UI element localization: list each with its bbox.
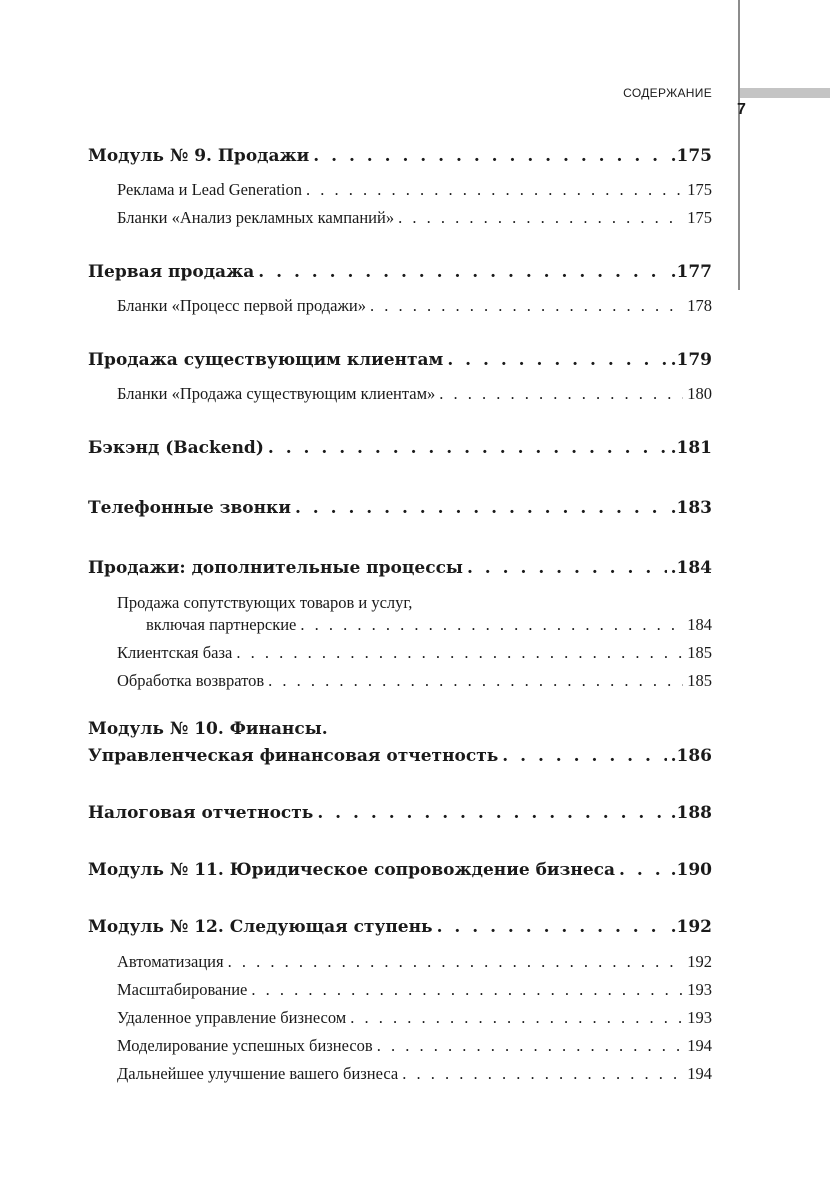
toc-entry-page: .177 [670, 262, 712, 282]
toc-entry-existing-clients[interactable] [88, 350, 712, 370]
dot-leader [268, 438, 667, 458]
dot-leader [619, 860, 667, 880]
dot-leader [370, 296, 683, 316]
toc-entry-title: Модуль № 11. Юридическое сопровождение бизнеса [88, 860, 616, 880]
toc-entry-page: .181 [670, 438, 712, 458]
toc-entry-title: Модуль № 12. Следующая ступень [88, 917, 433, 937]
toc-subentry-returns[interactable] [117, 671, 712, 691]
toc-subentry-title: Бланки «Анализ рекламных кампаний» [117, 208, 395, 227]
toc-entry-page: .179 [670, 350, 712, 370]
margin-rule [738, 0, 740, 290]
page-number: 7 [737, 101, 746, 118]
dot-leader [502, 746, 666, 766]
toc-subentry-modeling[interactable] [117, 1036, 712, 1056]
dot-leader [228, 952, 684, 972]
dot-leader [295, 498, 667, 518]
toc-subentry-page: 178 [687, 296, 712, 315]
toc-subentry-page: 194 [687, 1064, 712, 1083]
toc-subentry-title: Клиентская база [117, 643, 233, 662]
toc-subentry-title: Автоматизация [117, 952, 224, 971]
toc-subentry-page: 185 [687, 643, 712, 662]
dot-leader [350, 1008, 683, 1028]
toc-subentry-title: Удаленное управление бизнесом [117, 1008, 347, 1027]
dot-leader [236, 643, 683, 663]
toc-subentry-automation[interactable] [117, 952, 712, 972]
toc-entry-title: Телефонные звонки [88, 498, 291, 518]
toc-entry-module-10-line1[interactable]: Модуль № 10. Финансы. [88, 719, 328, 739]
dot-leader [300, 615, 683, 635]
toc-subentry-page: 192 [687, 952, 712, 971]
toc-subentry-page: 175 [687, 180, 712, 199]
toc-entry-tax-reporting[interactable] [88, 803, 712, 823]
toc-subentry-scaling[interactable] [117, 980, 712, 1000]
dot-leader [447, 350, 666, 370]
section-tab-bar [740, 88, 830, 98]
toc-entry-page: .183 [670, 498, 712, 518]
dot-leader [402, 1064, 683, 1084]
toc-subentry-page: 193 [687, 1008, 712, 1027]
toc-subentry-page: 194 [687, 1036, 712, 1055]
dot-leader [306, 180, 683, 200]
toc-subentry-title: Моделирование успешных бизнесов [117, 1036, 373, 1055]
toc-subentry-title: Бланки «Продажа существующим клиентам» [117, 384, 436, 403]
toc-subentry-title: включая партнерские [146, 615, 297, 634]
toc-entry-title: Модуль № 9. Продажи [88, 146, 310, 166]
toc-entry-page: .175 [670, 146, 712, 166]
toc-subentry-page: 175 [687, 208, 712, 227]
toc-subentry-related-goods-line1[interactable]: Продажа сопутствующих товаров и услуг, [117, 593, 413, 612]
toc-entry-title: Продажа существующим клиентам [88, 350, 444, 370]
toc-subentry-client-base[interactable] [117, 643, 712, 663]
dot-leader [313, 146, 666, 166]
toc-entry-sales-additional[interactable] [88, 558, 712, 578]
toc-entry-page: .184 [670, 558, 712, 578]
toc-entry-title: Продажи: дополнительные процессы [88, 558, 463, 578]
running-title: СОДЕРЖАНИЕ [623, 86, 712, 100]
toc-subentry-title: Масштабирование [117, 980, 248, 999]
toc-subentry-title: Бланки «Процесс первой продажи» [117, 296, 366, 315]
toc-entry-module-11[interactable] [88, 860, 712, 880]
toc-subentry-page: 185 [687, 671, 712, 690]
toc-entry-title: Управленческая финансовая отчетность [88, 746, 499, 766]
dot-leader [437, 917, 667, 937]
toc-entry-backend[interactable] [88, 438, 712, 458]
toc-subentry-first-sale-forms[interactable] [117, 296, 712, 316]
toc-subentry-page: 193 [687, 980, 712, 999]
toc-entry-page: .190 [670, 860, 712, 880]
toc-subentry-page: 184 [687, 615, 712, 634]
toc-subentry-title: Обработка возвратов [117, 671, 265, 690]
toc-subentry-further-improvement[interactable] [117, 1064, 712, 1084]
toc-entry-title: Бэкэнд (Backend) [88, 438, 264, 458]
toc-entry-page: .188 [670, 803, 712, 823]
dot-leader [439, 384, 683, 404]
dot-leader [377, 1036, 684, 1056]
dot-leader [251, 980, 683, 1000]
toc-entry-title: Первая продажа [88, 262, 255, 282]
toc-subentry-remote-management[interactable] [117, 1008, 712, 1028]
toc-entry-first-sale[interactable] [88, 262, 712, 282]
toc-subentry-related-goods[interactable] [146, 615, 712, 635]
toc-entry-module-9[interactable] [88, 146, 712, 166]
toc-subentry-existing-clients-forms[interactable] [117, 384, 712, 404]
toc-subentry-page: 180 [687, 384, 712, 403]
dot-leader [268, 671, 683, 691]
toc-entry-phone-calls[interactable] [88, 498, 712, 518]
toc-entry-module-12[interactable] [88, 917, 712, 937]
dot-leader [317, 803, 666, 823]
toc-entry-module-10[interactable] [88, 746, 712, 766]
toc-subentry-advertising[interactable] [117, 180, 712, 200]
toc-entry-page: .192 [670, 917, 712, 937]
toc-entry-page: .186 [670, 746, 712, 766]
toc-entry-title: Налоговая отчетность [88, 803, 314, 823]
dot-leader [258, 262, 666, 282]
toc-subentry-title: Реклама и Lead Generation [117, 180, 302, 199]
toc-subentry-ad-campaign-forms[interactable] [117, 208, 712, 228]
dot-leader [467, 558, 667, 578]
dot-leader [398, 208, 683, 228]
toc-subentry-title: Дальнейшее улучшение вашего бизнеса [117, 1064, 399, 1083]
